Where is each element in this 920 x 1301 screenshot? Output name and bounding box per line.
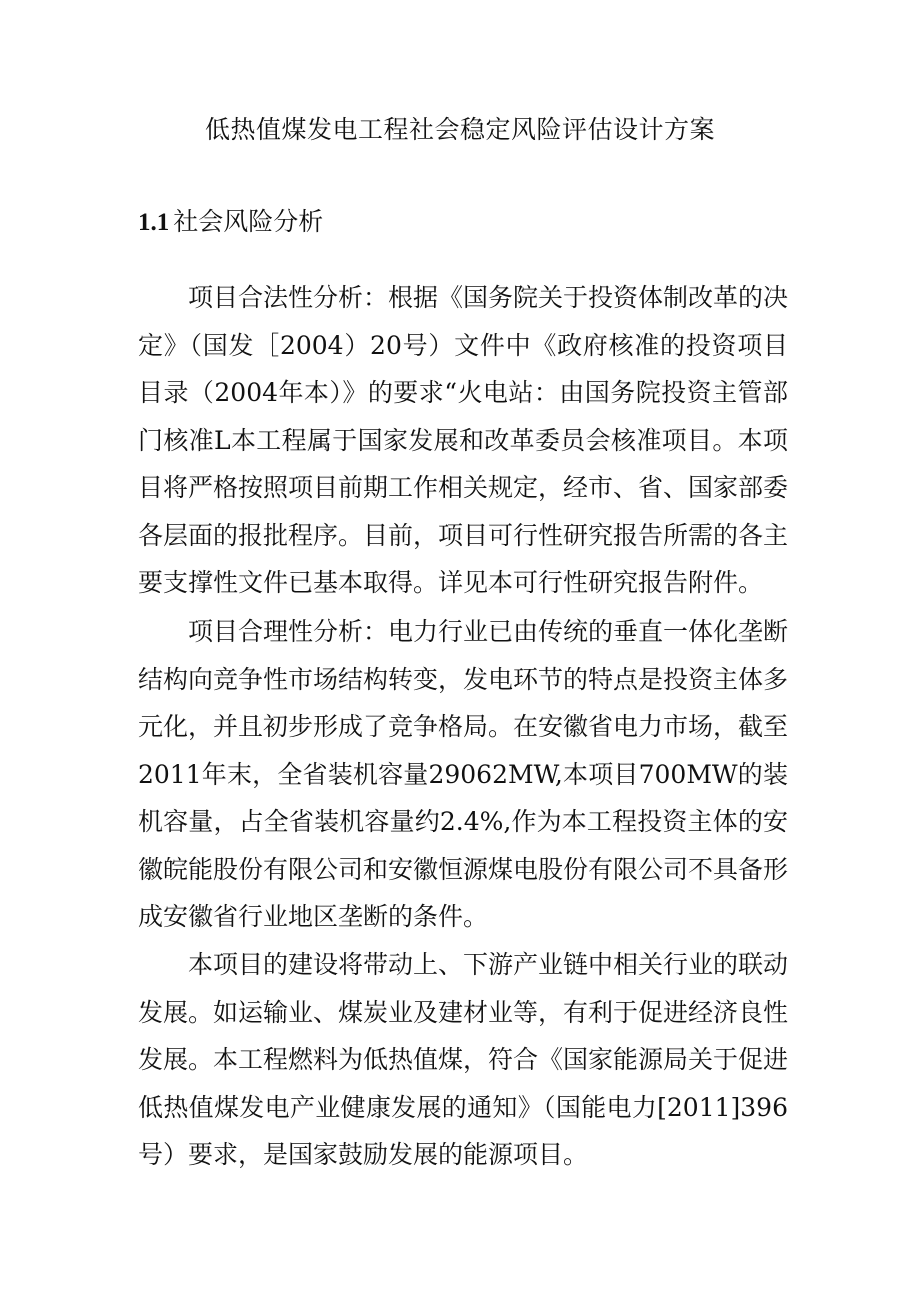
section-heading xyxy=(138,204,323,241)
section-number: 1.1 xyxy=(138,209,170,236)
paragraph-rationality: 项目合理性分析：电力行业已由传统的垂直一体化垄断结构向竞争性市场结构转变，发电环节的特点是投资主体多元化，并且初步形成了竞争格局。在安徽省电力市场，截至2011年末，全省装机容量29062MW,本项目700MW的装机容量，占全省装机容量约2.4%,作为本工程投资主体的安徽皖能股份有限公司和安徽恒源煤电股份有限公司不具备形成安徽省行业地区垄断的条件。 xyxy=(138,617,789,931)
paragraph-legality: 项目合法性分析：根据《国务院关于投资体制改革的决定》（国发［2004）20号）文件中《政府核准的投资项目目录（2004年本）》的要求“火电站：由国务院投资主管部门核准L本工程属于国家发展和改革委员会核准项目。本项目将严格按照项目前期工作相关规定，经市、省、国家部委各层面的报批程序。目前，项目可行性研究报告所需的各主要支撑性文件已基本取得。详见本可行性研究报告附件。 xyxy=(138,283,789,597)
section-title: 社会风险分析 xyxy=(173,207,324,236)
paragraph-industry-impact: 本项目的建设将带动上、下游产业链中相关行业的联动发展。如运输业、煤炭业及建材业等，有利于促进经济良性发展。本工程燃料为低热值煤，符合《国家能源局关于促进低热值煤发电产业健康发展的通知》（国能电力[2011]396号）要求，是国家鼓励发展的能源项目。 xyxy=(138,950,789,1169)
document-title: 低热值煤发电工程社会稳定风险评估设计方案 xyxy=(204,115,715,144)
